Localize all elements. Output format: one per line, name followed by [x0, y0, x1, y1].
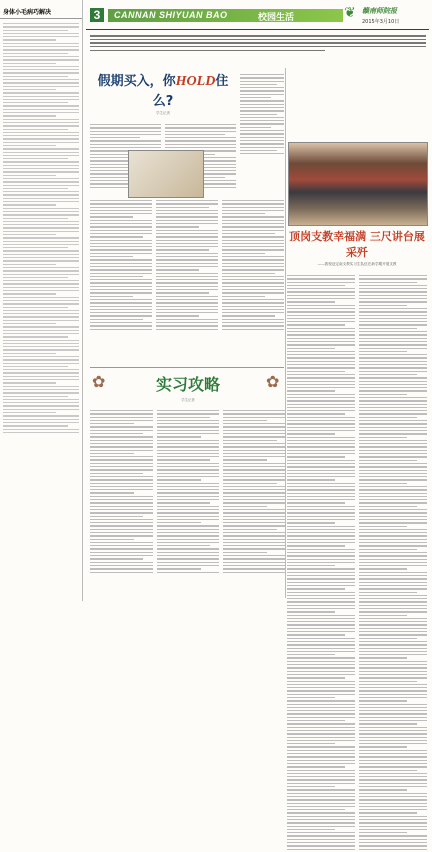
intro-paragraph — [90, 33, 426, 63]
article-internship-byline: 学生记者 — [181, 398, 195, 402]
section-divider — [90, 367, 284, 368]
article-teaching — [287, 228, 427, 852]
hold-illustration — [128, 150, 204, 198]
header-rule — [86, 29, 429, 30]
issue-date: 2015年3月10日 — [362, 19, 400, 25]
header-pinyin: CANNAN SHIYUAN BAO — [114, 10, 228, 20]
flower-ornament-icon: ✿ — [266, 372, 280, 391]
title-highlight: HOLD — [175, 74, 216, 89]
group-photo — [288, 142, 428, 226]
left-column-text — [0, 19, 82, 437]
page-number: 3 — [90, 8, 104, 22]
article-teaching-subtitle: ——我校赴定南支教实习生队伍在新学期开展支教 — [317, 262, 397, 266]
article-hold-body-lower — [90, 198, 284, 332]
center-column-text — [240, 72, 284, 156]
left-column-title: 身体小毛病巧解决 — [0, 0, 82, 19]
masthead-logo: 赣南师院报 — [362, 7, 397, 15]
article-teaching-title: 顶岗支教幸福满 三尺讲台展采歼 — [289, 230, 425, 259]
article-hold-title — [90, 70, 236, 109]
flower-ornament-icon: ✿ — [92, 372, 106, 391]
page-header — [86, 2, 429, 28]
title-prefix: 假期买入，你 — [97, 74, 176, 89]
article-hold-byline: 学生记者 — [156, 111, 170, 115]
title-suffix: 住么? — [152, 74, 229, 109]
left-sidebar-column — [0, 0, 83, 601]
leaf-icon: ❦ — [344, 5, 356, 21]
header-band — [108, 9, 343, 22]
article-internship-title: 实习攻略 — [155, 375, 220, 394]
section-title: 校园生活 — [258, 13, 295, 23]
column-divider — [285, 68, 286, 598]
article-internship — [90, 372, 286, 575]
